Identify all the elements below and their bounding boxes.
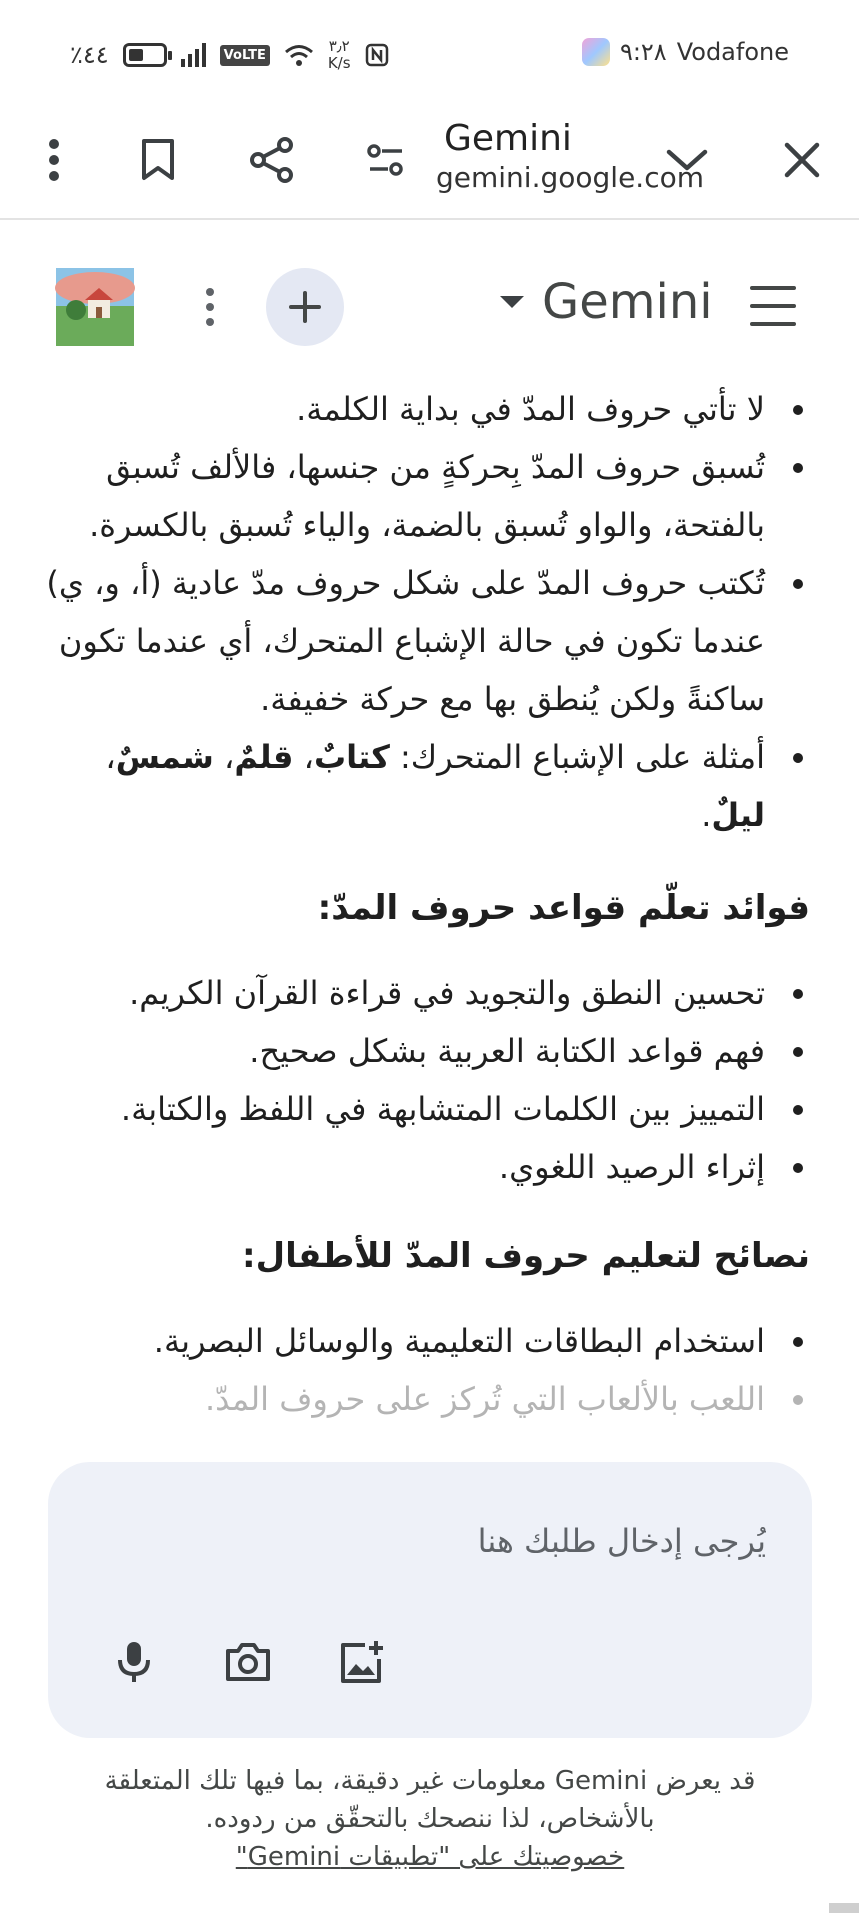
add-image-icon[interactable] — [332, 1632, 392, 1692]
chevron-down-icon[interactable] — [657, 130, 717, 190]
avatar[interactable] — [56, 268, 134, 346]
battery-icon — [123, 43, 167, 67]
page-title: Gemini — [444, 118, 572, 159]
plus-icon — [288, 290, 322, 324]
list-item: تحسين النطق والتجويد في قراءة القرآن الكريم. — [40, 964, 765, 1022]
list-item: فهم قواعد الكتابة العربية بشكل صحيح. — [40, 1022, 765, 1080]
list-item: إثراء الرصيد اللغوي. — [40, 1138, 765, 1196]
status-right — [582, 38, 789, 66]
model-selector[interactable] — [500, 274, 713, 330]
close-icon[interactable] — [772, 130, 832, 190]
site-settings-icon[interactable] — [356, 130, 416, 190]
list-item: لا تأتي حروف المدّ في بداية الكلمة. — [40, 380, 765, 438]
prompt-box — [48, 1462, 812, 1738]
list-item: التمييز بين الكلمات المتشابهة في اللفظ والكتابة. — [40, 1080, 765, 1138]
signal-icon — [181, 43, 206, 67]
list-item: تُسبق حروف المدّ بِحركةٍ من جنسها، فالألف تُسبق بالفتحة، والواو تُسبق بالضمة، والياء تُسبق بالكسرة. — [40, 438, 765, 554]
app-notification-icon — [582, 38, 610, 66]
disclaimer — [60, 1762, 800, 1876]
clock: ٩:٢٨ — [619, 38, 667, 66]
microphone-icon[interactable] — [104, 1632, 164, 1692]
status-bar — [0, 0, 859, 100]
list-item: تُكتب حروف المدّ على شكل حروف مدّ عادية (أ، و، ي) عندما تكون في حالة الإشباع المتحرك، أي عندما تكون ساكنةً ولكن يُنطق بها مع حركة خفيفة. — [40, 554, 765, 728]
page-url: gemini.google.com — [436, 161, 704, 194]
response-content — [40, 380, 810, 1428]
gemini-header — [0, 222, 859, 382]
tips-list — [40, 1312, 810, 1428]
share-icon[interactable] — [242, 130, 302, 190]
list-item: اللعب بالألعاب التي تُركز على حروف المدّ. — [40, 1370, 765, 1428]
volte-icon: VoLTE — [220, 45, 270, 66]
privacy-link[interactable]: خصوصيتك على "تطبيقات Gemini" — [235, 1842, 625, 1872]
menu-icon[interactable] — [750, 286, 796, 326]
benefits-list — [40, 964, 810, 1196]
rules-list — [40, 380, 810, 844]
carrier: Vodafone — [676, 38, 789, 66]
more-options-icon[interactable] — [24, 130, 84, 190]
wifi-icon — [284, 43, 314, 67]
prompt-input[interactable] — [166, 1522, 766, 1560]
scroll-indicator — [829, 1903, 859, 1913]
browser-toolbar — [0, 100, 859, 220]
camera-icon[interactable] — [218, 1632, 278, 1692]
disclaimer-text: قد يعرض Gemini معلومات غير دقيقة، بما فيها تلك المتعلقة بالأشخاص، لذا ننصحك بالتحقّق من ردوده. — [104, 1766, 756, 1834]
chat-options-icon[interactable] — [190, 277, 230, 337]
list-item: استخدام البطاقات التعليمية والوسائل البصرية. — [40, 1312, 765, 1370]
brand-name: Gemini — [542, 274, 713, 330]
status-left — [70, 38, 389, 72]
caret-down-icon — [500, 296, 524, 308]
heading-tips: نصائح لتعليم حروف المدّ للأطفال: — [242, 1236, 810, 1276]
page-title-block — [436, 118, 704, 194]
net-speed: ٣٫٢ K/s — [327, 37, 351, 72]
nfc-icon — [365, 43, 389, 67]
bookmark-icon[interactable] — [128, 130, 188, 190]
list-item-examples: أمثلة على الإشباع المتحرك: كتابٌ، قلمٌ، شمسٌ، ليلٌ. — [40, 728, 765, 844]
heading-benefits: فوائد تعلّم قواعد حروف المدّ: — [317, 888, 810, 928]
battery-percent: ٪٤٤ — [70, 41, 109, 69]
new-chat-button[interactable] — [266, 268, 344, 346]
